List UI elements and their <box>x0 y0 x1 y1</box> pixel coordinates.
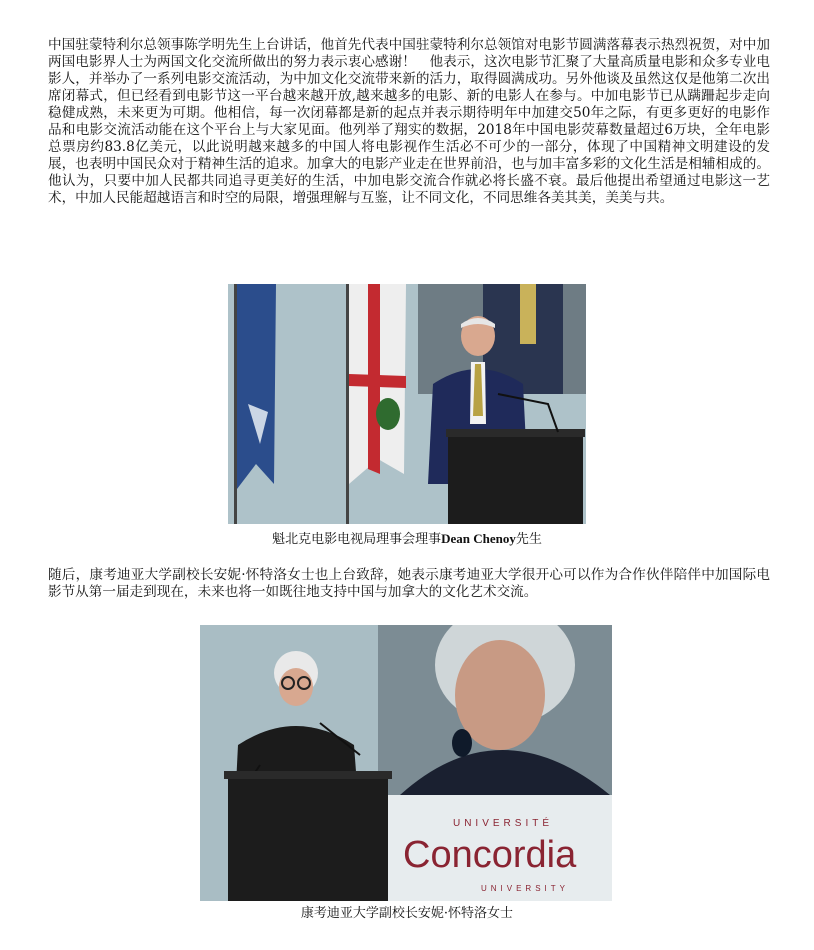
concordia-screen-main-text: Concordia <box>403 834 577 876</box>
photo-speaker-concordia-vp-image <box>200 625 612 901</box>
concordia-screen-bottom-text: UNIVERSITY <box>480 884 570 893</box>
concordia-screen-top-text: UNIVERSITÉ <box>452 818 554 829</box>
article-paragraph-1: 中国驻蒙特利尔总领事陈学明先生上台讲话，他首先代表中国驻蒙特利尔总领馆对电影节圆满落幕表示热烈祝贺，对中加两国电影界人士为两国文化交流所做出的努力表示衷心感谢！ 他表示，这次电影节汇聚了大量高质量电影和众多专业电影人，并举办了一系列电影交流活动，为中加文化交流带来新的活力，取得圆满成功。另外他谈及虽然这仅是他第二次出席闭幕式，但已经看到电影节这一平台越来越开放,越来越多的电影、新的电影人在参与。中加电影节已从蹒跚起步走向稳健成熟，未来更为可期。他相信，每一次闭幕都是新的起点并表示期待明年中加建交50年之际，有更多更好的电影作品和电影交流活动能在这个平台上与大家见面。他列举了翔实的数据，2018年中国电影荧幕数量超过6万块，全年电影总票房约83.8亿美元，以此说明越来越多的中国人将电影视作生活必不可少的一部分，体现了中国精神文明建设的发展，也表明中国民众对于精神生活的追求。加拿大的电影产业走在世界前沿，也与加丰富多彩的文化生活是相辅相成的。他认为，只要中加人民都共同追寻更美好的生活，中加电影交流合作就必将长盛不衰。最后他提出希望通过电影这一艺术，中加人民能超越语言和时空的局限，增强理解与互鉴，让不同文化，不同思维各美其美，美美与共。 <box>48 37 770 206</box>
article-paragraph-2: 随后，康考迪亚大学副校长安妮·怀特洛女士也上台致辞，她表示康考迪亚大学很开心可以作为合作伙伴陪伴中加国际电影节从第一届走到现在，未来也将一如既往地支持中国与加拿大的文化艺术交流。 <box>48 567 770 600</box>
photo-speaker-dean-chenoy <box>228 284 586 524</box>
photo-speaker-concordia-vp <box>200 625 612 901</box>
caption-1-suffix: 先生 <box>515 532 542 547</box>
photo-caption-1 <box>0 531 814 548</box>
photo-caption-2: 康考迪亚大学副校长安妮·怀特洛女士 <box>300 906 514 921</box>
caption-1-name: Dean Chenoy <box>441 531 516 546</box>
photo-speaker-dean-chenoy-image <box>228 284 586 524</box>
caption-1-prefix: 魁北克电影电视局理事会理事 <box>272 532 442 547</box>
